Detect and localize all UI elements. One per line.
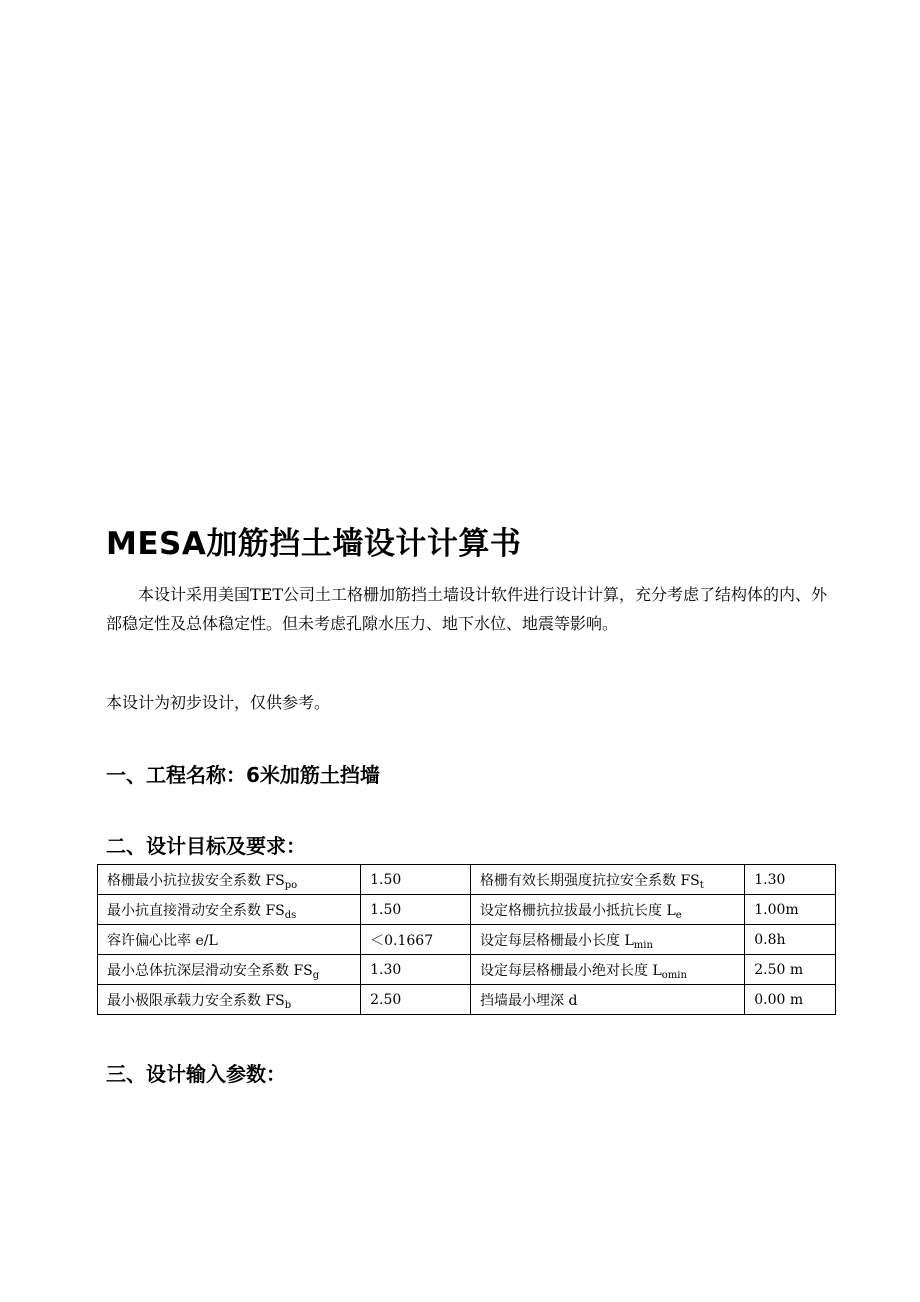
requirement-label: 最小极限承载力安全系数 $FS_b$ bbox=[98, 985, 361, 1015]
requirement-value: 1.00m bbox=[745, 895, 836, 925]
requirements-table bbox=[97, 864, 836, 1015]
requirement-value: 2.50 m bbox=[745, 955, 836, 985]
requirement-label: 最小抗直接滑动安全系数 $FS_{ds}$ bbox=[98, 895, 361, 925]
section-heading-input-parameters: 三、设计输入参数： bbox=[106, 1062, 286, 1086]
requirement-label: 设定格栅抗拉拔最小抵抗长度 $L_e$ bbox=[471, 895, 745, 925]
section-heading-design-goals: 二、设计目标及要求： bbox=[106, 834, 306, 858]
requirement-label: 最小总体抗深层滑动安全系数 $FS_g$ bbox=[98, 955, 361, 985]
table-row bbox=[98, 865, 836, 895]
requirement-value: 1.50 bbox=[361, 865, 471, 895]
requirement-label: 设定每层格栅最小长度 $L_{min}$ bbox=[471, 925, 745, 955]
preliminary-note: 本设计为初步设计，仅供参考。 bbox=[106, 693, 331, 712]
document-title: MESA加筋挡土墙设计计算书 bbox=[106, 526, 522, 562]
requirement-value: 1.30 bbox=[745, 865, 836, 895]
intro-paragraph: 本设计采用美国TET公司土工格栅加筋挡土墙设计软件进行设计计算，充分考虑了结构体的内、外部稳定性及总体稳定性。但未考虑孔隙水压力、地下水位、地震等影响。 bbox=[106, 585, 828, 633]
requirement-value: 2.50 bbox=[361, 985, 471, 1015]
table-row bbox=[98, 895, 836, 925]
requirement-value: 0.8h bbox=[745, 925, 836, 955]
requirement-value: 1.30 bbox=[361, 955, 471, 985]
requirement-label: 设定每层格栅最小绝对长度 $L_{omin}$ bbox=[471, 955, 745, 985]
table-row bbox=[98, 985, 836, 1015]
requirement-label: 格栅有效长期强度抗拉安全系数 $FS_t$ bbox=[471, 865, 745, 895]
requirement-label: 容许偏心比率 e/L bbox=[98, 925, 361, 955]
table-row bbox=[98, 925, 836, 955]
table-row bbox=[98, 955, 836, 985]
requirement-label: 挡墙最小埋深 d bbox=[471, 985, 745, 1015]
requirement-label: 格栅最小抗拉拔安全系数 $FS_{po}$ bbox=[98, 865, 361, 895]
requirement-value: 0.00 m bbox=[745, 985, 836, 1015]
requirement-value: ＜0.1667 bbox=[361, 925, 471, 955]
section-heading-project-name: 一、工程名称：6米加筋土挡墙 bbox=[106, 763, 380, 787]
requirement-value: 1.50 bbox=[361, 895, 471, 925]
